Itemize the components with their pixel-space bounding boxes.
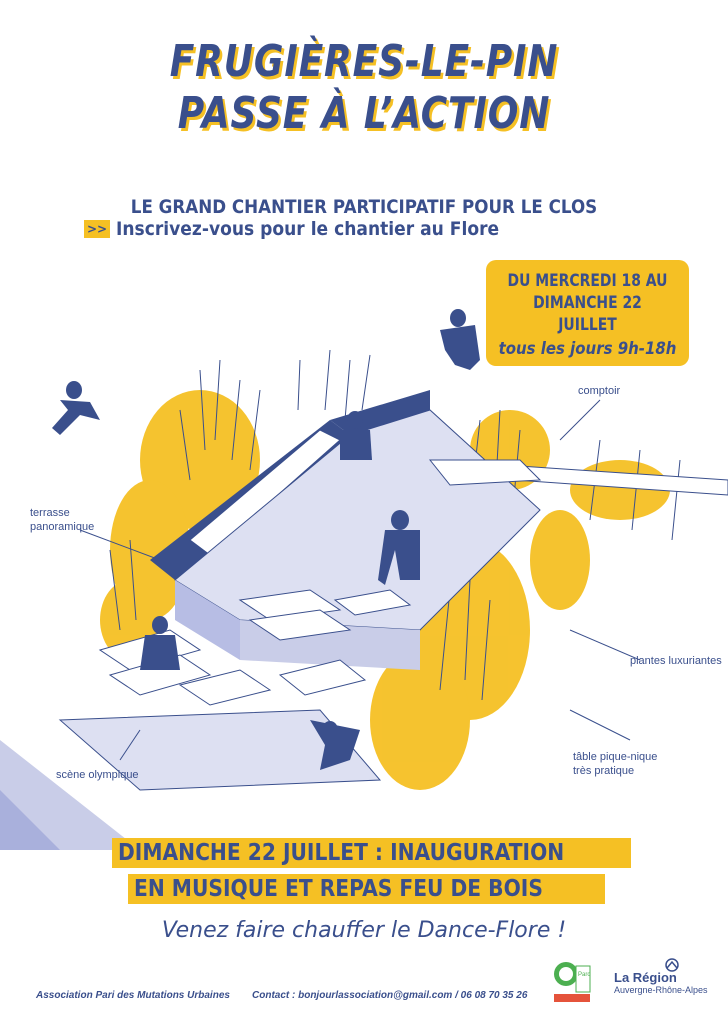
dates-line-2: DIMANCHE 22 JUILLET — [533, 293, 642, 335]
title-line-1: FRUGIÈRES-LE-PIN — [169, 36, 559, 87]
dates-box — [486, 260, 689, 366]
region-sub: Auvergne-Rhône-Alpes — [614, 985, 708, 995]
label-plantes: plantes luxuriantes — [630, 655, 722, 667]
parc-logo — [552, 960, 592, 1006]
region-name: La Région — [614, 970, 677, 985]
poster-title — [66, 36, 663, 140]
label-terrasse-line-2: panoramique — [30, 521, 95, 533]
label-comptoir: comptoir — [578, 385, 621, 397]
label-scene: scène olympique — [56, 769, 139, 781]
parc-logo-text: Parc — [578, 972, 591, 978]
footer-contact: Contact : bonjourlassociation@gmail.com / 06 08 70 35 26 — [252, 990, 528, 1001]
label-table-line-1: tâble pique-nique — [573, 751, 658, 763]
inauguration-line-2: EN MUSIQUE ET REPAS FEU DE BOIS — [128, 874, 605, 904]
region-logo — [614, 970, 708, 995]
tagline: Venez faire chauffer le Dance-Flore ! — [161, 918, 567, 943]
label-terrasse-line-1: terrasse — [30, 507, 70, 519]
label-terrasse — [30, 506, 94, 534]
region-mountain-icon — [662, 958, 682, 972]
title-line-2: PASSE À L’ACTION — [177, 88, 551, 139]
signup-text: Inscrivez-vous pour le chantier au Flore — [116, 218, 500, 240]
dates-hours: tous les jours 9h-18h — [498, 339, 677, 359]
dates-line-1: DU MERCREDI 18 AU — [507, 271, 668, 291]
footer-association: Association Pari des Mutations Urbaines — [36, 990, 230, 1001]
inauguration-line-1: DIMANCHE 22 JUILLET : INAUGURATION — [112, 838, 631, 868]
label-table-line-2: très pratique — [573, 765, 635, 777]
poster-subtitle: LE GRAND CHANTIER PARTICIPATIF POUR LE CLOS — [130, 196, 598, 218]
double-arrow-icon: >> — [84, 220, 110, 238]
label-table — [573, 750, 657, 778]
signup-link[interactable] — [84, 218, 542, 240]
